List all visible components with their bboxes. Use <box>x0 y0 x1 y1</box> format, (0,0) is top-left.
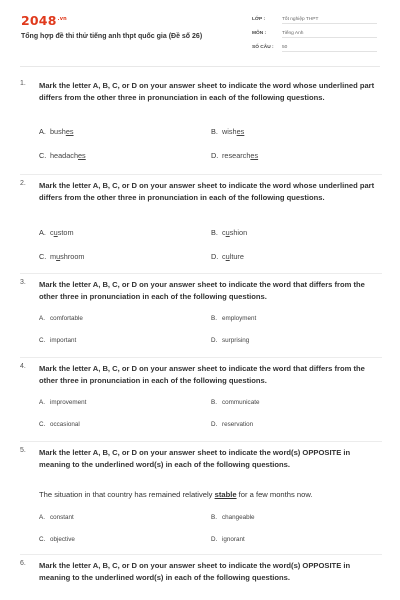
question-number: 1. <box>20 80 26 87</box>
question-2 <box>20 180 382 272</box>
option-a[interactable] <box>39 399 86 406</box>
option-letter: A. <box>39 127 46 136</box>
option-text: employment <box>222 315 257 322</box>
question-3 <box>20 279 382 359</box>
meta-subject-row <box>252 31 382 38</box>
question-number: 5. <box>20 447 26 454</box>
option-letter: A. <box>39 315 45 322</box>
meta-subject-label: MÔN : <box>252 31 267 36</box>
option-a[interactable] <box>39 514 74 521</box>
option-letter: D. <box>211 337 218 344</box>
option-underlined-part: es <box>250 151 259 160</box>
option-text: ignorant <box>222 536 245 543</box>
option-letter: C. <box>39 151 47 160</box>
option-text: changeable <box>222 514 255 521</box>
question-1 <box>20 80 382 172</box>
option-c[interactable] <box>39 337 76 344</box>
option-letter: A. <box>39 399 45 406</box>
meta-count-row <box>252 45 382 52</box>
option-text: research <box>222 151 251 160</box>
option-underlined-part: es <box>78 151 86 160</box>
option-text: improvement <box>50 399 87 406</box>
question-passage <box>39 490 384 499</box>
option-text: reservation <box>222 421 254 428</box>
option-text: c <box>222 228 226 237</box>
option-letter: B. <box>211 127 218 136</box>
meta-count-label: SỐ CÂU : <box>252 45 274 50</box>
question-4 <box>20 363 382 443</box>
meta-subject-value: Tiếng Anh <box>282 31 377 38</box>
option-letter: A. <box>39 228 46 237</box>
option-letter: C. <box>39 421 46 428</box>
meta-class-row <box>252 17 382 24</box>
option-text: c <box>50 228 54 237</box>
question-5 <box>20 447 382 552</box>
meta-count-value: 50 <box>282 45 377 52</box>
question-divider <box>20 273 382 274</box>
option-c[interactable] <box>39 536 75 543</box>
option-underlined-part: u <box>225 252 230 261</box>
site-logo[interactable] <box>21 13 67 28</box>
option-underlined-part: u <box>56 252 61 261</box>
option-text: communicate <box>222 399 260 406</box>
logo-suffix: .vn <box>57 15 67 22</box>
option-text: bush <box>50 127 66 136</box>
question-text: Mark the letter A, B, C, or D on your answer sheet to indicate the word(s) OPPOSITE in meaning to the underlined word(s) in each of the following questions. <box>39 561 351 582</box>
logo-text: 2048 <box>21 13 57 28</box>
option-letter: D. <box>211 421 218 428</box>
option-b[interactable] <box>211 399 259 406</box>
option-text: wish <box>222 127 237 136</box>
question-text: Mark the letter A, B, C, or D on your answer sheet to indicate the word that differs from the other three in pronunciation in each of the following questions. <box>39 364 365 385</box>
question-6 <box>20 560 382 600</box>
question-divider <box>20 357 382 358</box>
option-letter: D. <box>211 252 219 261</box>
option-d[interactable] <box>211 252 244 261</box>
question-text: Mark the letter A, B, C, or D on your answer sheet to indicate the word(s) OPPOSITE in meaning to the underlined word(s) in each of the following questions. <box>39 448 351 469</box>
meta-class-value: Tốt nghiệp THPT <box>282 17 377 24</box>
option-c[interactable] <box>39 151 86 160</box>
option-text-rest: shroom <box>60 252 85 261</box>
option-letter: C. <box>39 536 46 543</box>
option-letter: B. <box>211 514 217 521</box>
question-number: 3. <box>20 279 26 286</box>
option-letter: B. <box>211 228 218 237</box>
option-text: m <box>50 252 57 261</box>
option-text-rest: stom <box>57 228 74 237</box>
option-d[interactable] <box>211 151 258 160</box>
question-text: Mark the letter A, B, C, or D on your answer sheet to indicate the word that differs from the other three in pronunciation in each of the following questions. <box>39 280 365 301</box>
meta-class-label: LỚP : <box>252 17 266 22</box>
question-number: 6. <box>20 560 26 567</box>
option-d[interactable] <box>211 421 253 428</box>
option-letter: A. <box>39 514 45 521</box>
option-d[interactable] <box>211 536 245 543</box>
option-b[interactable] <box>211 127 244 136</box>
option-text: important <box>50 337 77 344</box>
option-c[interactable] <box>39 252 85 261</box>
option-text: surprising <box>222 337 250 344</box>
option-text: constant <box>50 514 74 521</box>
option-a[interactable] <box>39 127 74 136</box>
passage-underlined-word: stable <box>214 490 237 499</box>
option-underlined-part: u <box>225 228 230 237</box>
option-underlined-part: es <box>65 127 74 136</box>
option-a[interactable] <box>39 315 83 322</box>
option-c[interactable] <box>39 421 80 428</box>
option-text: objective <box>50 536 75 543</box>
question-divider <box>20 441 382 442</box>
question-number: 2. <box>20 180 26 187</box>
passage-text-rest: for a few months now. <box>236 490 313 499</box>
option-b[interactable] <box>211 514 255 521</box>
header-divider <box>20 66 380 67</box>
option-letter: D. <box>211 536 218 543</box>
option-underlined-part: es <box>236 127 245 136</box>
option-text: comfortable <box>50 315 83 322</box>
option-d[interactable] <box>211 337 249 344</box>
question-text: Mark the letter A, B, C, or D on your answer sheet to indicate the word whose underlined part differs from the other three in pronunciation in each of the following questions. <box>39 181 375 202</box>
question-divider <box>20 554 382 555</box>
question-number: 4. <box>20 363 26 370</box>
option-b[interactable] <box>211 228 247 237</box>
passage-text: The situation in that country has remained relatively <box>39 490 215 499</box>
option-text: c <box>222 252 226 261</box>
option-a[interactable] <box>39 228 74 237</box>
option-text: occasional <box>50 421 80 428</box>
question-text: Mark the letter A, B, C, or D on your answer sheet to indicate the word whose underlined part differs from the other three in pronunciation in each of the following questions. <box>39 81 375 102</box>
option-letter: C. <box>39 252 47 261</box>
option-text-rest: shion <box>229 228 248 237</box>
option-text-rest: lture <box>229 252 244 261</box>
option-letter: B. <box>211 399 217 406</box>
option-letter: C. <box>39 337 46 344</box>
document-title: Tổng hợp đề thi thử tiếng anh thpt quốc gia (Đề số 26) <box>21 33 203 40</box>
page-header <box>0 0 400 70</box>
option-b[interactable] <box>211 315 256 322</box>
option-underlined-part: u <box>53 228 58 237</box>
option-text: headach <box>50 151 78 160</box>
option-letter: D. <box>211 151 219 160</box>
question-divider <box>20 174 382 175</box>
option-letter: B. <box>211 315 217 322</box>
